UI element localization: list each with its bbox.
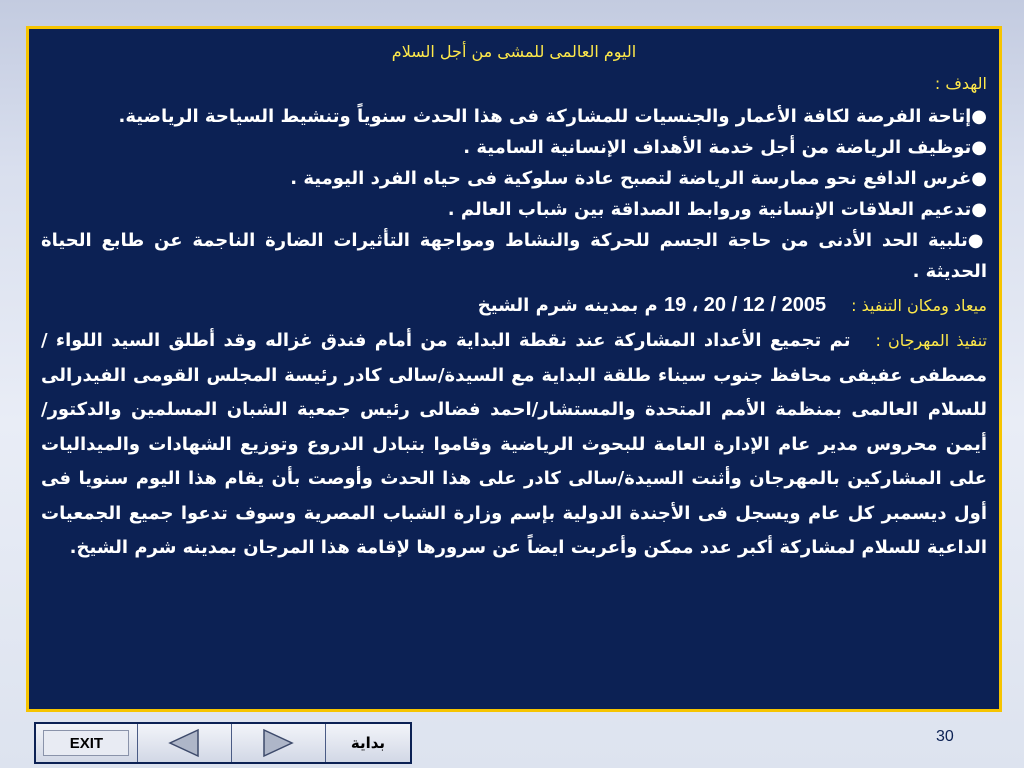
- goal-label: الهدف :: [934, 74, 987, 93]
- schedule-line: [41, 289, 987, 322]
- bullet-icon: ●: [971, 106, 987, 127]
- slide-content-panel: [29, 29, 999, 709]
- festival-label: تنفيذ المهرجان :: [875, 331, 987, 350]
- exit-button[interactable]: [36, 724, 138, 762]
- bullet-icon: ●: [971, 168, 987, 189]
- schedule-label: ميعاد ومكان التنفيذ :: [851, 296, 987, 315]
- goal-bullet-text: توظيف الرياضة من أجل خدمة الأهداف الإنسانية السامية .: [463, 137, 972, 158]
- next-slide-button[interactable]: [232, 724, 326, 762]
- goal-bullet-text: إتاحة الفرصة لكافة الأعمار والجنسيات للمشاركة فى هذا الحدث سنوياً وتنشيط السياحة الرياضية.: [118, 106, 972, 127]
- bullet-icon: ●: [971, 199, 987, 220]
- navigation-bar: [34, 722, 412, 764]
- page-number: 30: [936, 728, 954, 745]
- start-button[interactable]: بداية: [326, 724, 410, 762]
- goal-bullet-1: [41, 101, 987, 132]
- goal-bullet-3: [41, 163, 987, 194]
- exit-button-label: EXIT: [43, 730, 129, 756]
- schedule-place: م بمدينه شرم الشيخ: [477, 295, 658, 316]
- slide-frame: [26, 26, 1002, 712]
- goal-bullet-2: [41, 132, 987, 163]
- goal-bullet-5: [41, 225, 987, 287]
- goal-bullet-text: غرس الدافع نحو ممارسة الرياضة لتصبح عادة سلوكية فى حياه الفرد اليومية .: [290, 168, 972, 189]
- goal-bullet-text: تلبية الحد الأدنى من حاجة الجسم للحركة والنشاط ومواجهة التأثيرات الضارة الناجمة عن طابع الحياة الحديثة .: [41, 230, 987, 282]
- triangle-left-icon: [168, 728, 200, 758]
- festival-text: تم تجميع الأعداد المشاركة عند نقطة البداية من أمام فندق غزاله وقد أطلق السيد اللواء / مصطفى عفيفى محافظ جنوب سيناء طلقة البداية مع السيدة/سالى كادر رئيسة المجلس القومى الفيدرالى للسلام العالمى بمنظمة الأمم المتحدة والمستشار/احمد فضالى رئيس جمعية الشبان المسلمين والدكتور/أيمن محروس مدير عام الإدارة العامة للبحوث الرياضية وقاموا بتبادل الدروع وتوزيع الشهادات والميداليات على المشاركين بالمهرجان وأثنت السيدة/سالى كادر على هذا الحدث وأوصت بأن يقام هذا اليوم سنويا فى أول ديسمبر كل عام ويسجل فى الأجندة الدولية بإسم وزارة الشباب المصرية وسوف تدعوا جميع الجمعيات الداعية للسلام لمشاركة أكبر عدد ممكن وأعربت ايضاً عن سرورها لإقامة هذا المرجان بمدينه شرم الشيخ.: [41, 330, 987, 558]
- bullet-icon: ●: [967, 230, 987, 251]
- slide-title: اليوم العالمى للمشى من أجل السلام: [391, 42, 637, 61]
- festival-paragraph: [41, 324, 987, 566]
- schedule-date: 19 ، 20 / 12 / 2005: [663, 294, 827, 316]
- goal-bullet-4: [41, 194, 987, 225]
- bullet-icon: ●: [971, 137, 987, 158]
- triangle-right-icon: [262, 728, 294, 758]
- previous-slide-button[interactable]: [138, 724, 232, 762]
- goal-bullet-text: تدعيم العلاقات الإنسانية وروابط الصداقة بين شباب العالم .: [447, 199, 972, 220]
